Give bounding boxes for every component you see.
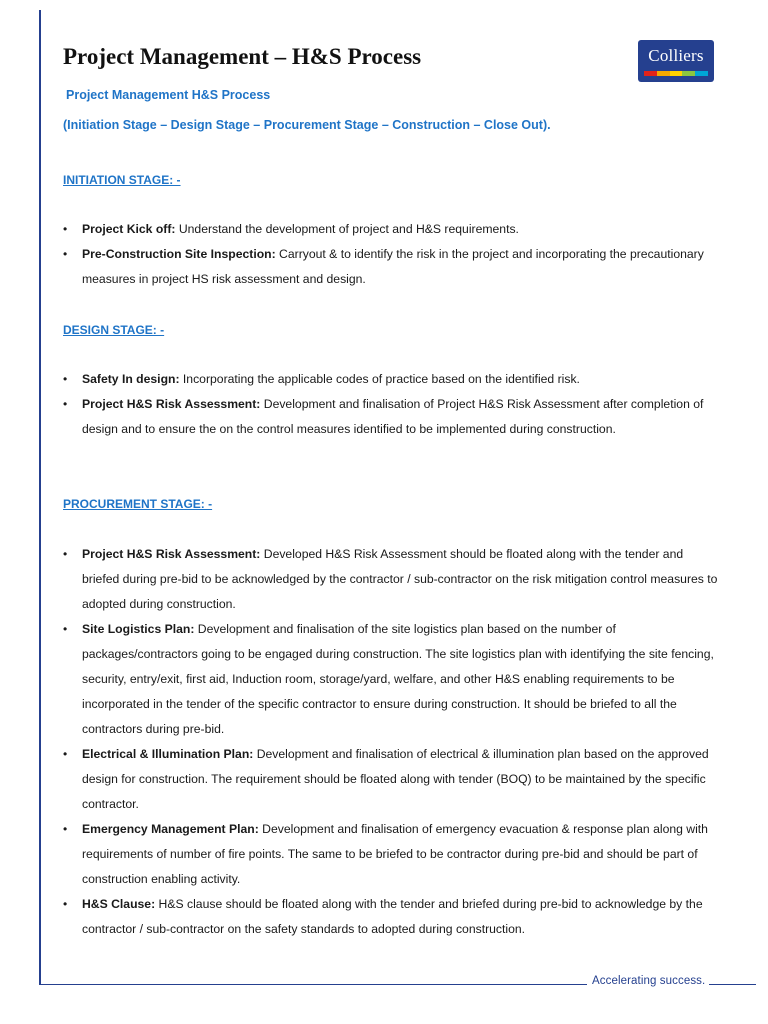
page-title: Project Management – H&S Process xyxy=(63,44,422,69)
item-text: H&S clause should be floated along with the tender and briefed during pre-bid to acknowledge by the contractor / sub-contractor on the safety standards to adopted during construction. xyxy=(82,897,703,936)
footer-rule-right xyxy=(709,984,756,985)
item-term: Site Logistics Plan: xyxy=(82,622,195,636)
list-item xyxy=(63,392,723,442)
item-term: Electrical & Illumination Plan: xyxy=(82,747,254,761)
logo-stripe xyxy=(695,71,708,76)
list-item xyxy=(63,367,723,392)
procurement-stage-heading: PROCUREMENT STAGE: - xyxy=(63,497,213,511)
item-text: Developed H&S Risk Assessment should be floated along with the tender and briefed during pre-bid to be acknowledged by the contractor / sub-contractor on the risk mitigation control measures to adopted during construction. xyxy=(82,547,718,611)
initiation-list xyxy=(63,217,723,292)
item-term: Project H&S Risk Assessment: xyxy=(82,397,261,411)
item-text: Development and finalisation of emergency evacuation & response plan along with requirements of number of fire points. The same to be briefed to be contractor during pre-bid and should be part of construction enabling activity. xyxy=(82,822,708,886)
logo-stripe xyxy=(670,71,683,76)
item-term: Safety In design: xyxy=(82,372,180,386)
item-term: Project Kick off: xyxy=(82,222,176,236)
item-term: Project H&S Risk Assessment: xyxy=(82,547,261,561)
process-subtitle: Project Management H&S Process xyxy=(66,88,271,102)
bullet-icon: • xyxy=(63,622,68,636)
colliers-logo xyxy=(638,40,714,82)
list-item xyxy=(63,817,723,892)
bullet-icon: • xyxy=(63,397,68,411)
item-text: Development and finalisation of electrical & illumination plan based on the approved design for construction. The requirement should be floated along with tender (BOQ) to be maintained by the specific contractor. xyxy=(82,747,709,811)
list-item xyxy=(63,742,723,817)
list-item xyxy=(63,242,723,292)
item-text: Understand the development of project and H&S requirements. xyxy=(175,222,519,236)
list-item xyxy=(63,892,723,942)
bullet-icon: • xyxy=(63,247,68,261)
item-term: H&S Clause: xyxy=(82,897,156,911)
bullet-icon: • xyxy=(63,547,68,561)
item-text: Development and finalisation of Project H&S Risk Assessment after completion of design and to ensure the on the control measures identified to be implemented during construction. xyxy=(82,397,704,436)
bullet-icon: • xyxy=(63,372,68,386)
bullet-icon: • xyxy=(63,222,68,236)
design-list xyxy=(63,367,723,442)
item-term: Emergency Management Plan: xyxy=(82,822,259,836)
design-stage-heading: DESIGN STAGE: - xyxy=(63,323,165,337)
initiation-stage-heading: INITIATION STAGE: - xyxy=(63,173,181,187)
stages-summary: (Initiation Stage – Design Stage – Procurement Stage – Construction – Close Out). xyxy=(63,118,551,132)
item-text: Incorporating the applicable codes of practice based on the identified risk. xyxy=(179,372,580,386)
logo-stripe xyxy=(657,71,670,76)
left-margin-rule xyxy=(39,10,41,985)
logo-text: Colliers xyxy=(648,46,704,65)
bullet-icon: • xyxy=(63,822,68,836)
item-text: Carryout & to identify the risk in the project and incorporating the precautionary measures in project HS risk assessment and design. xyxy=(82,247,704,286)
item-term: Pre-Construction Site Inspection: xyxy=(82,247,276,261)
list-item xyxy=(63,542,723,617)
footer-rule-left xyxy=(39,984,587,985)
item-text: Development and finalisation of the site logistics plan based on the number of packages/contractors going to be engaged during construction. The site logistics plan with identifying the site fencing, security, entry/exit, first aid, Induction room, storage/yard, welfare, and other H&S enabling requirements to be incorporated in the tender of the specific contractor to ensure during construction. It should be briefed to all the contractors during pre-bid. xyxy=(82,622,714,736)
procurement-list xyxy=(63,542,723,942)
list-item xyxy=(63,617,723,742)
logo-stripe xyxy=(644,71,657,76)
bullet-icon: • xyxy=(63,747,68,761)
logo-stripes xyxy=(644,71,708,76)
list-item xyxy=(63,217,723,242)
footer-tagline: Accelerating success. xyxy=(592,975,706,987)
logo-stripe xyxy=(682,71,695,76)
bullet-icon: • xyxy=(63,897,68,911)
